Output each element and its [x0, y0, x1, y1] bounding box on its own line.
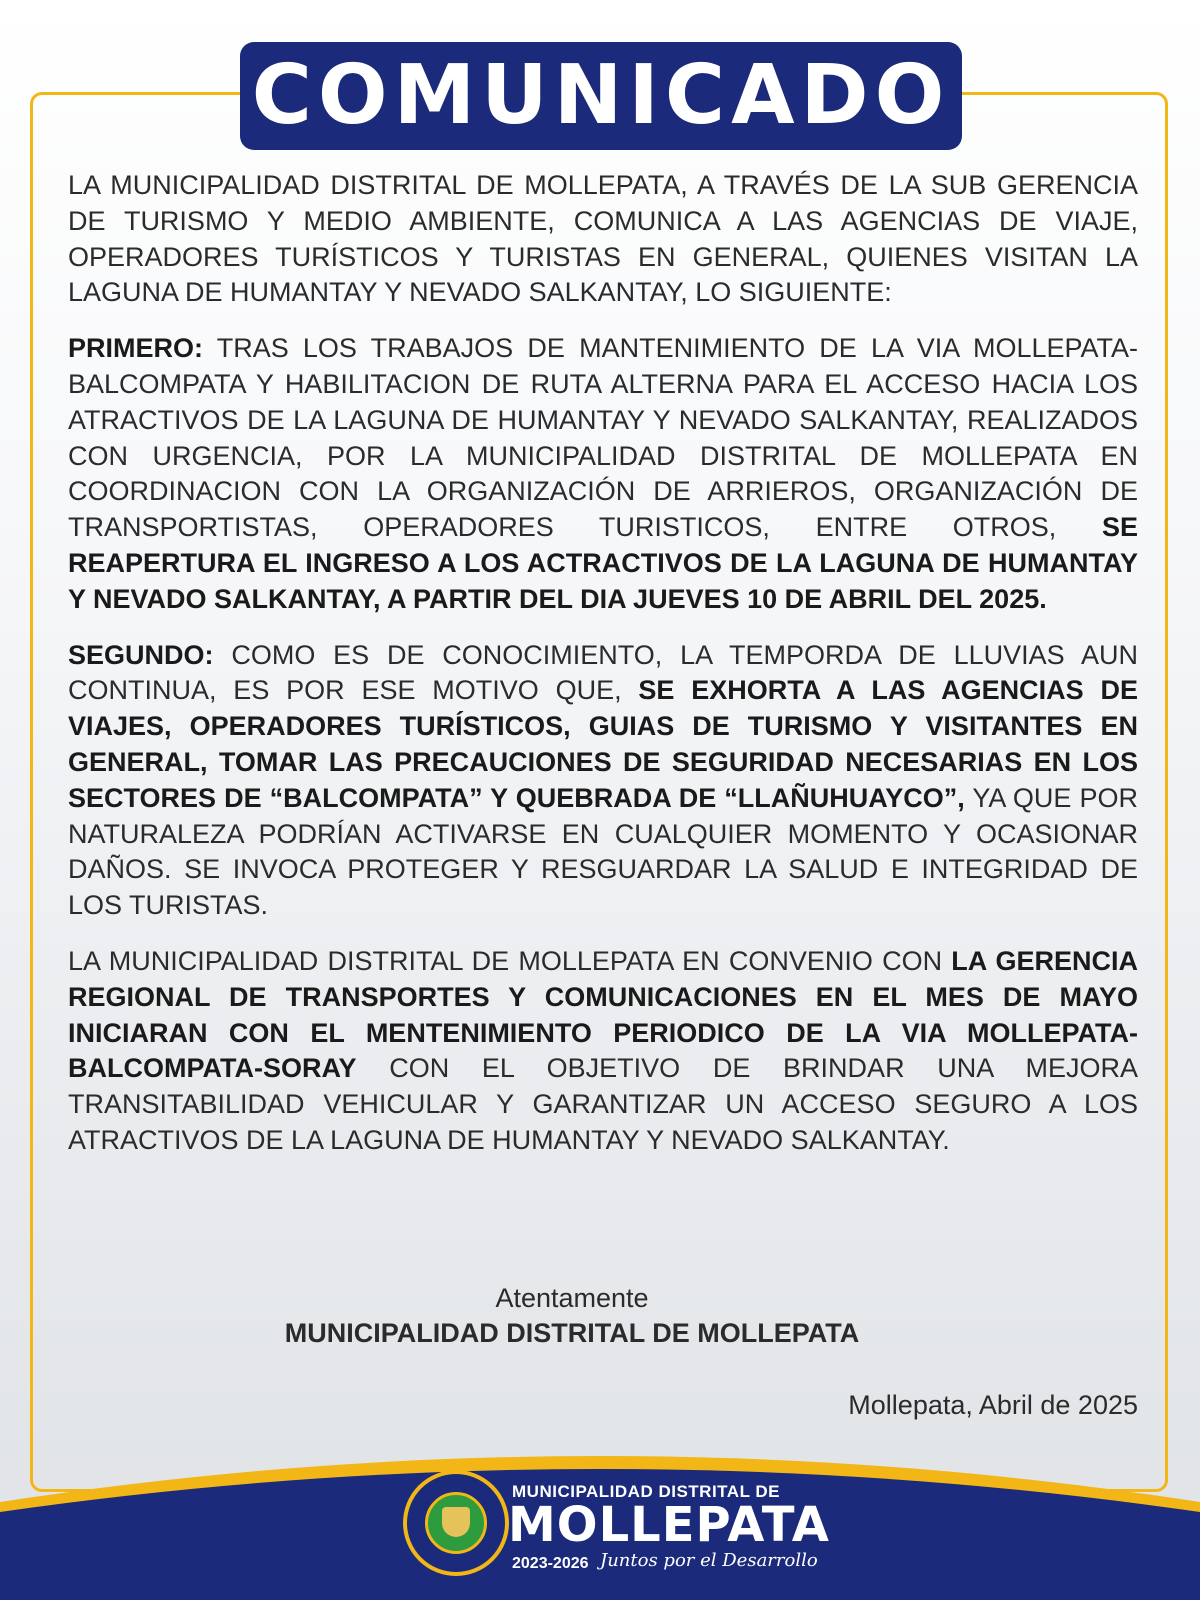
intro-text: LA MUNICIPALIDAD DISTRITAL DE MOLLEPATA, A TRAVÉS DE LA SUB GERENCIA DE TURISMO Y MEDIO AMBIENTE, COMUNICA A LAS AGENCIAS DE VIAJE, OPERADORES TURÍSTICOS Y TURISTAS EN GENERAL, QUIENES VISITAN LA LAGUNA DE HUMANTAY Y NEVADO SALKANTAY, LO SIGUIENTE:	[68, 170, 1138, 308]
primero-label: PRIMERO:	[68, 333, 203, 364]
segundo-bold: SE EXHORTA A LAS AGENCIAS DE VIAJES, OPERADORES TURÍSTICOS, GUIAS DE TURISMO Y VISITANTES EN GENERAL, TOMAR LAS PRECAUCIONES DE SEGURIDAD NECESARIAS EN LOS SECTORES DE “BALCOMPATA” Y QUEBRADA DE “LLAÑUHUAYCO”,	[68, 675, 1138, 813]
brand-name: MOLLEPATA	[508, 1497, 830, 1553]
page-title: COMUNICADO	[251, 48, 951, 143]
closing-text: Atentamente	[495, 1283, 649, 1313]
convenio-text-after: CON EL OBJETIVO DE BRINDAR UNA MEJORA TRANSITABILIDAD VEHICULAR Y GARANTIZAR UN ACCESO SEGURO A LOS ATRACTIVOS DE LA LAGUNA DE HUMANTAY Y NEVADO SALKANTAY.	[68, 1053, 1138, 1155]
segundo-text: COMO ES DE CONOCIMIENTO, LA TEMPORDA DE LLUVIAS AUN CONTINUA, ES POR ESE MOTIVO QUE,	[68, 639, 1138, 706]
brand-slogan: Juntos por el Desarrollo	[600, 1550, 818, 1571]
primero-paragraph	[68, 331, 1138, 617]
brand-top-text: MUNICIPALIDAD DISTRITAL DE	[512, 1482, 780, 1501]
convenio-bold: LA GERENCIA REGIONAL DE TRANSPORTES Y COMUNICACIONES EN EL MES DE MAYO INICIARAN CON EL MENTENIMIENTO PERIODICO DE LA VIA MOLLEPATA-BALCOMPATA-SORAY	[68, 945, 1138, 1084]
segundo-paragraph	[68, 638, 1138, 924]
municipal-seal-icon	[403, 1470, 509, 1576]
convenio-paragraph	[68, 944, 1138, 1159]
primero-text: TRAS LOS TRABAJOS DE MANTENIMIENTO DE LA VIA MOLLEPATA-BALCOMPATA Y HABILITACION DE RUTA ALTERNA PARA EL ACCESO HACIA LOS ATRACTIVOS DE LA LAGUNA DE HUMANTAY Y NEVADO SALKANTAY, REALIZADOS CON URGENCIA, POR LA MUNICIPALIDAD DISTRITAL DE MOLLEPATA EN COORDINACION CON LA ORGANIZACIÓN DE ARRIEROS, ORGANIZACIÓN DE TRANSPORTISTAS, OPERADORES TURISTICOS, ENTRE OTROS,	[68, 333, 1138, 543]
convenio-text: LA MUNICIPALIDAD DISTRITAL DE MOLLEPATA EN CONVENIO CON	[68, 945, 952, 976]
brand-years: 2023-2026	[512, 1555, 589, 1572]
segundo-text-after: YA QUE POR NATURALEZA PODRÍAN ACTIVARSE EN CUALQUIER MOMENTO Y OCASIONAR DAÑOS. SE INVOCA PROTEGER Y RESGUARDAR LA SALUD E INTEGRIDAD DE LOS TURISTAS.	[68, 782, 1138, 921]
place-date: Mollepata, Abril de 2025	[848, 1390, 1138, 1420]
primero-bold: SE REAPERTURA EL INGRESO A LOS ACTRACTIVOS DE LA LAGUNA DE HUMANTAY Y NEVADO SALKANTAY, A PARTIR DEL DIA JUEVES 10 DE ABRIL DEL 2025.	[68, 512, 1138, 614]
intro-paragraph	[68, 168, 1138, 311]
communique-body	[68, 168, 1138, 1179]
seal-emblem-icon	[425, 1492, 487, 1554]
segundo-label: SEGUNDO:	[68, 639, 214, 670]
signing-entity: MUNICIPALIDAD DISTRITAL DE MOLLEPATA	[284, 1318, 860, 1348]
title-banner	[240, 42, 962, 150]
